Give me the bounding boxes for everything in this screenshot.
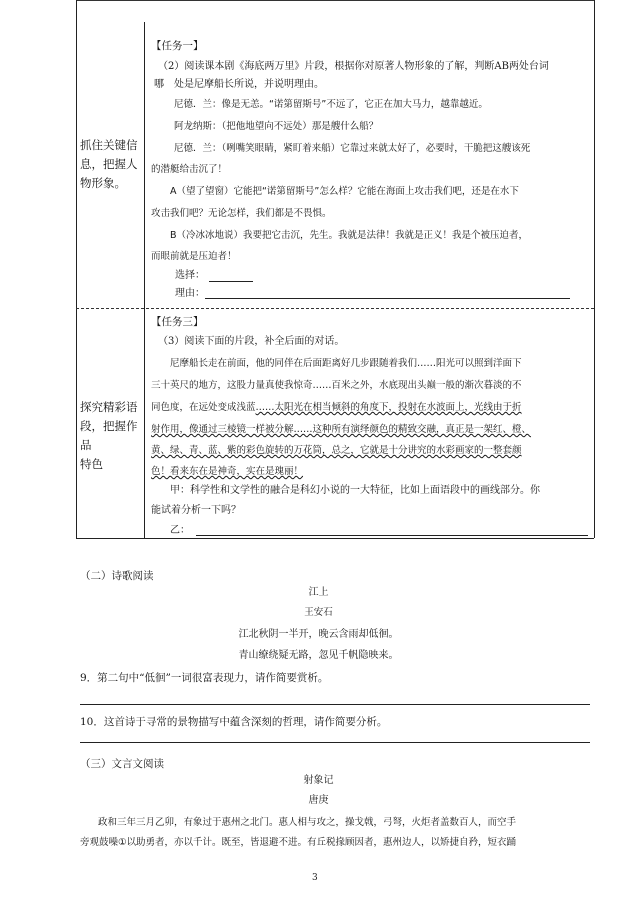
question-9: 9．第二句中“低徊”一词很富表现力，请作简要赏析。 bbox=[80, 672, 329, 684]
poem-line: 江北秋阴一半开，晚云含雨却低徊。 bbox=[238, 629, 399, 640]
dialogue-line: 尼德．兰：像是无恙。“诺第留斯号”不远了，它正在加大马力，越靠越近。 bbox=[174, 99, 488, 110]
passage-underlined-line: 射作用，像通过三棱镜一样被分解……这种所有演绎颜色的精致交融，真正是一架红、橙、 bbox=[151, 424, 532, 435]
table-right-border bbox=[594, 0, 595, 538]
reason-label: 理由： bbox=[175, 288, 205, 299]
q10-answer-line[interactable] bbox=[80, 742, 590, 743]
table-row-divider bbox=[76, 308, 594, 309]
task3-title: 【任务三】 bbox=[151, 316, 204, 328]
task1-question-line: 哪 处是尼摩船长所说，并说明理由。 bbox=[154, 79, 324, 90]
dialogue-option-a: A（望了望窗）它能把“诺第留斯号”怎么样？它能在海面上攻击我们吧，还是在水下 bbox=[170, 186, 519, 197]
dialogue-line: 的潜艇给击沉了！ bbox=[151, 164, 228, 175]
row2-label bbox=[80, 398, 140, 474]
classical-title: 射象记 bbox=[303, 775, 334, 786]
poem-title: 江上 bbox=[308, 587, 329, 598]
poem-line: 青山缭绕疑无路，忽见千帆隐映来。 bbox=[238, 650, 399, 661]
row2-label-line: 探究精彩语 bbox=[80, 400, 138, 414]
classical-paragraph-line: 旁观鼓噪①以助勇者，亦以千计。既至，皆退避不进。有丘税掾顾因者，惠州边人，以矫捷自矜，短衣踊 bbox=[80, 837, 517, 848]
dialogue-line: 阿龙纳斯：（把他地望向不远处）那是艘什么船？ bbox=[174, 121, 379, 132]
dialogue-jia: 甲：科学性和文学性的融合是科幻小说的一大特征，比如上面语段中的画线部分。你 bbox=[170, 485, 540, 496]
table-left-border bbox=[76, 0, 77, 538]
q9-answer-line[interactable] bbox=[80, 704, 590, 705]
table-column-divider bbox=[144, 22, 145, 538]
row2-label-line: 段，把握作品 bbox=[80, 419, 138, 452]
dialogue-line: 尼德．兰：（咧嘴笑眼睛，紧盯着来船）它靠过来就太好了，必要时，干脆把这艘该死 bbox=[174, 143, 531, 154]
classical-author: 唐庚 bbox=[308, 795, 329, 806]
dialogue-option-b: B（冷冰冰地说）我要把它击沉，先生。我就是法律！我就是正义！我是个被压迫者， bbox=[170, 230, 529, 241]
task1-title: 【任务一】 bbox=[151, 40, 204, 52]
table-bottom-border bbox=[76, 538, 594, 539]
passage-line: 三十英尺的地方，这股力量真使我惊奇……百米之外，水底现出头巅一般的渐次暮淡的不 bbox=[151, 380, 522, 391]
passage-plain: 同色度，在远处变成浅蓝 bbox=[151, 402, 256, 413]
passage-line bbox=[151, 402, 522, 414]
passage-underlined-line: 色！看来东在是神奇，实在是瑰丽！ bbox=[151, 466, 304, 477]
dialogue-option-a-cont: 攻击我们吧？无论怎样，我们都是不畏惧。 bbox=[151, 208, 332, 219]
dialogue-jia-cont: 能试着分析一下吗？ bbox=[151, 505, 241, 516]
row1-label-line: 息，把握人 bbox=[80, 157, 138, 171]
row1-label-line: 抓住关键信 bbox=[80, 138, 138, 152]
row1-label-line: 物形象。 bbox=[80, 176, 126, 190]
classical-paragraph-line: 政和三年三月乙卯，有象过于惠州之北门。惠人相与攻之，操戈戟，弓弩，火炬者盖数百人，而空手 bbox=[98, 817, 517, 828]
poem-author: 王安石 bbox=[304, 607, 333, 618]
choice-label-text: 选择： bbox=[175, 270, 205, 281]
passage-underlined: ……太阳光在相当倾斜的角度下，投射在水波面上，光线由于折 bbox=[255, 402, 522, 413]
task1-question-line: （2）阅读课本剧《海底两万里》片段，根据你对原著人物形象的了解，判断AB两处台词 bbox=[158, 61, 549, 72]
reason-answer-line[interactable] bbox=[205, 298, 570, 299]
table-top-border bbox=[76, 0, 594, 1]
choice-label bbox=[175, 270, 253, 282]
classical-heading: （三）文言文阅读 bbox=[80, 758, 164, 770]
row1-label bbox=[80, 136, 140, 193]
passage-line: 尼摩船长走在前面，他的同伴在后面距离好几步跟随着我们……阳光可以照到洋面下 bbox=[170, 358, 522, 369]
poetry-heading: （二）诗歌阅读 bbox=[80, 570, 154, 582]
choice-blank[interactable] bbox=[209, 281, 253, 282]
question-10: 10．这首诗于寻常的景物描写中蕴含深刻的哲理，请作简要分析。 bbox=[80, 716, 388, 728]
yi-answer-line[interactable] bbox=[196, 535, 588, 536]
task3-question: （3）阅读下面的片段，补全后面的对话。 bbox=[158, 336, 345, 347]
row2-label-line: 特色 bbox=[80, 457, 103, 471]
dialogue-option-b-cont: 而眼前就是压迫者！ bbox=[151, 251, 237, 262]
passage-underlined-line: 黄、绿、青、蓝、紫的彩色旋转的万花筒，总之，它就是十分讲究的水彩画家的一整套颜 bbox=[151, 445, 522, 456]
page-number: 3 bbox=[312, 873, 318, 883]
dialogue-yi-label: 乙： bbox=[170, 525, 190, 536]
